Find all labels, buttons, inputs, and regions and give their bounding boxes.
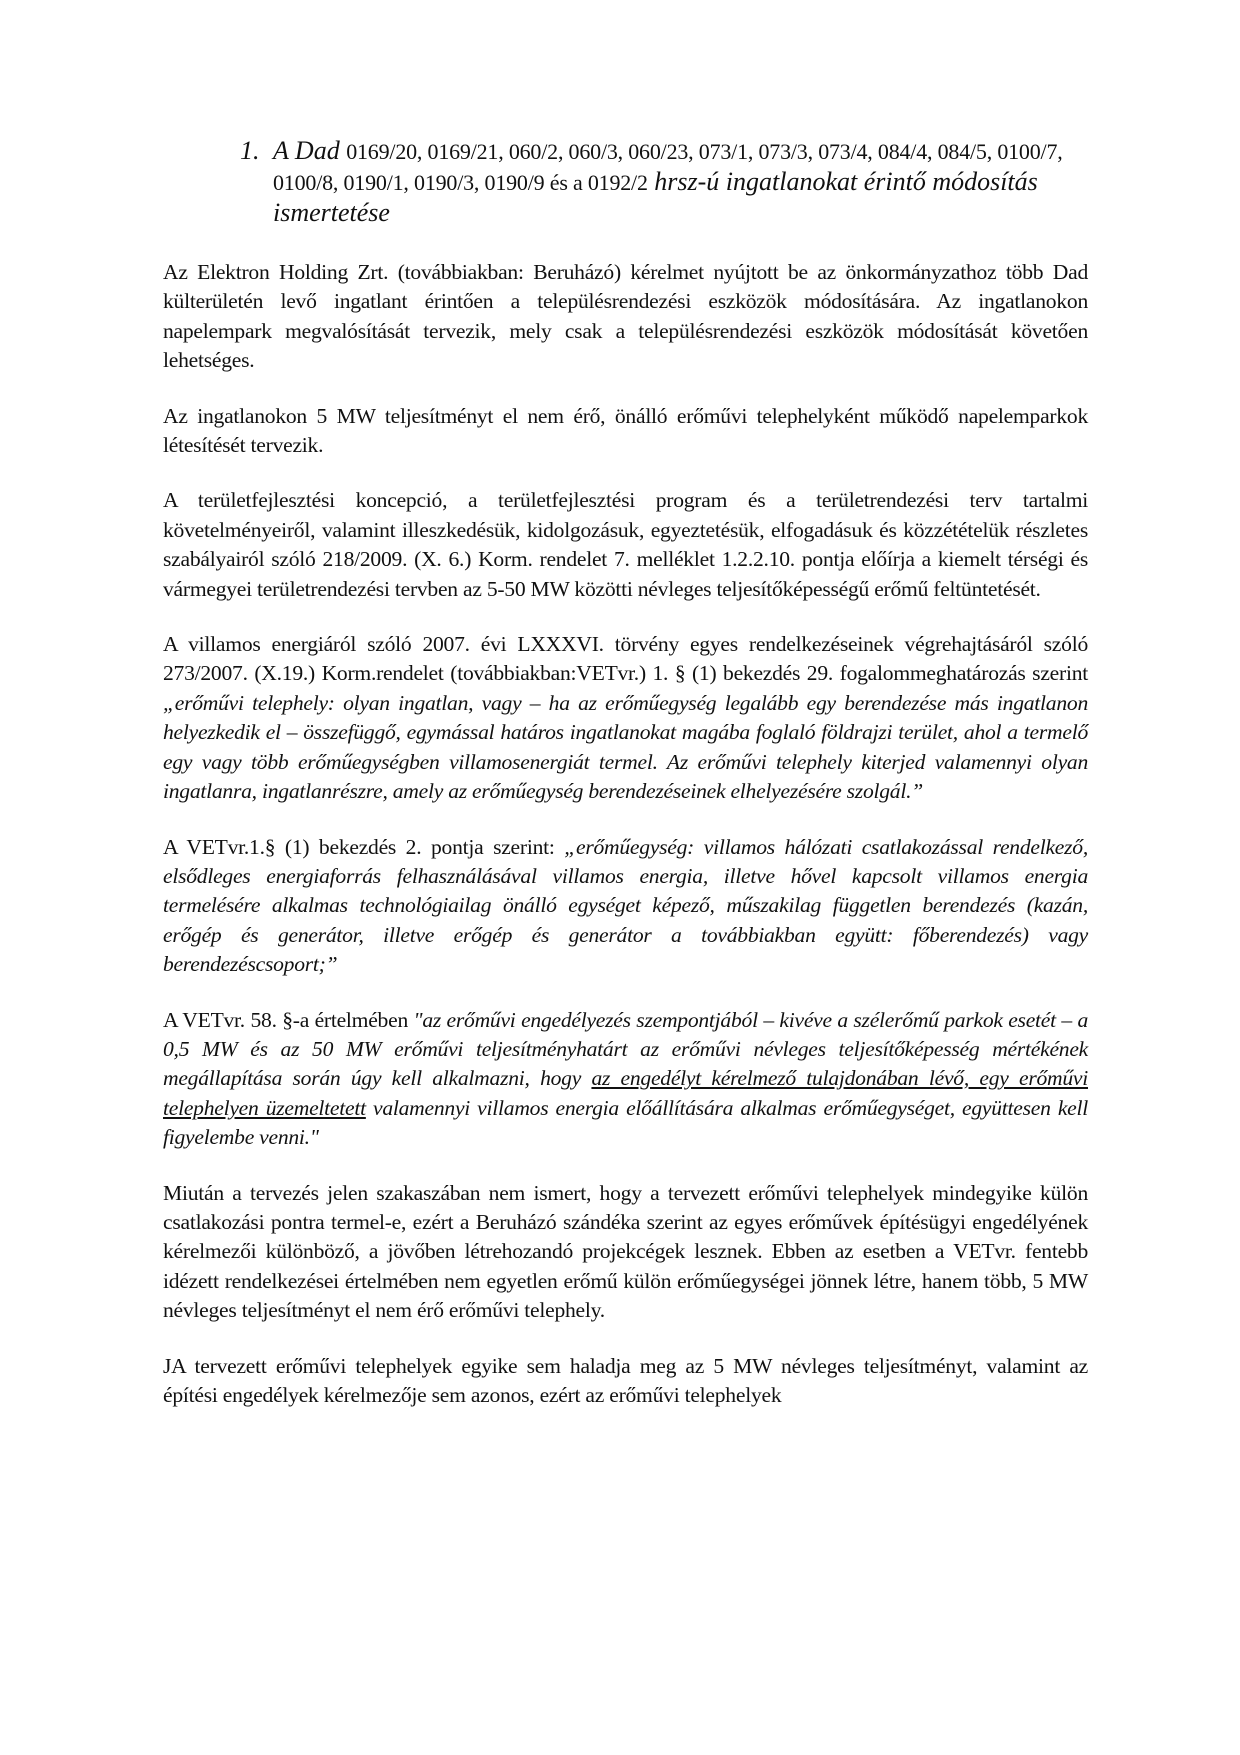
- underlined-emphasis: az engedélyt kérelmező tulajdonában lévő, egy erőművi telephelyen üzemeltetett: [163, 1066, 1088, 1120]
- quoted-definition: „erőművi telephely: olyan ingatlan, vagy – ha az erőműegység legalább egy berendezése más ingatlanon helyezkedik el – összefüggő, egymással határos ingatlanokat magába foglaló földrajzi terület, ahol a termelő egy vagy több erőműegységben villamosenergiát termel. Az erőművi telephely kiterjed valamennyi olyan ingatlanra, ingatlanrészre, amely az erőműegység berendezéseinek elhelyezésére szolgál.”: [163, 690, 1088, 804]
- document-page: [163, 136, 1088, 1436]
- quoted-rule: "az erőművi engedélyezés szempontjából – kivéve a szélerőmű parkok esetét – a 0,5 MW és az 50 MW erőművi teljesítményhatárt az erőművi névleges teljesítőképesség mértékének megállapítása során úgy kell alkalmazni, hogy: [163, 1007, 1089, 1091]
- section-number: 1.: [240, 136, 260, 165]
- paragraph-vetvr-58: [163, 1006, 1088, 1153]
- heading-lead: A Dad: [273, 136, 340, 165]
- paragraph-request: Az Elektron Holding Zrt. (továbbiakban: Beruházó) kérelmet nyújtott be az önkormányzathoz több Dad külterületén levő ingatlant érintően a településrendezési eszközök módosítására. Az ingatlanokon napelempark megvalósítását tervezik, mely csak a településrendezési eszközök módosítását követően lehetséges.: [163, 260, 1088, 373]
- paragraph-project-companies: Miután a tervezés jelen szakaszában nem ismert, hogy a tervezett erőművi telephelyek mindegyike külön csatlakozási pontra termel-e, ezért a Beruházó szándéka szerint az egyes erőművek építésügyi engedélyének kérelmezői különböző, a jövőben létrehozandó projekcégek lesznek. Ebben az esetben a VETvr. fentebb idézett rendelkezései értelmében nem egyetlen erőmű külön erőműegységei jönnek létre, hanem több, 5 MW névleges teljesítményt el nem érő erőművi telephely.: [163, 1180, 1088, 1323]
- paragraph-conclusion: JA tervezett erőművi telephelyek egyike sem haladja meg az 5 MW névleges teljesítményt, valamint az építési engedélyek kérelmezője sem azonos, ezért az erőművi telephelyek: [163, 1353, 1088, 1407]
- paragraph-solar-parks: Az ingatlanokon 5 MW teljesítményt el nem érő, önálló erőművi telephelyként működő napelemparkok létesítését tervezik.: [163, 403, 1088, 458]
- quoted-definition: „erőműegység: villamos hálózati csatlakozással rendelkező, elsődleges energiaforrás felhasználásával villamos energia, illetve hővel kapcsolt villamos energia termelésére alkalmas technológiailag önálló egységet képező, műszakilag független berendezés (kazán, erőgép és generátor, illetve erőgép és generátor a továbbiakban együtt: főberendezés) vagy berendezéscsoport;”: [163, 834, 1088, 977]
- paragraph-vetvr-definition-unit: [163, 833, 1088, 980]
- paragraph-text: A villamos energiáról szóló 2007. évi LXXXVI. törvény egyes rendelkezéseinek végrehajtásáról szóló 273/2007. (X.19.) Korm.rendelet (továbbiakban:VETvr.) 1. § (1) bekezdés 29. fogalommeghatározás szerint: [163, 632, 1088, 686]
- paragraph-vetvr-definition-site: [163, 630, 1088, 806]
- paragraph-regulation-218: A területfejlesztési koncepció, a területfejlesztési program és a területrendezési terv tartalmi követelményeiről, valamint illeszkedésük, kidolgozásuk, egyeztetésük, elfogadásuk és közzétételük részletes szabályairól szóló 218/2009. (X. 6.) Korm. rendelet 7. melléklet 1.2.2.10. pontja előírja a kiemelt térségi és vármegyei területrendezési tervben az 5-50 MW közötti névleges teljesítőképességű erőmű feltüntetését.: [163, 488, 1088, 601]
- heading-tail: hrsz-ú ingatlanokat érintő módosítás ismertetése: [273, 167, 1038, 227]
- paragraph-text: A VETvr. 58. §-a értelmében: [163, 1007, 414, 1032]
- quoted-rule-end: valamennyi villamos energia előállítására alkalmas erőműegységet, együttesen kell figyelembe venni.": [163, 1095, 1088, 1150]
- section-heading: [163, 136, 1088, 228]
- paragraph-text: A VETvr.1.§ (1) bekezdés 2. pontja szerint:: [163, 834, 565, 859]
- heading-parcel-list: 0169/20, 0169/21, 060/2, 060/3, 060/23, 073/1, 073/3, 073/4, 084/4, 084/5, 0100/7, 0100/8, 0190/1, 0190/3, 0190/9 és a 0192/2: [273, 139, 1063, 195]
